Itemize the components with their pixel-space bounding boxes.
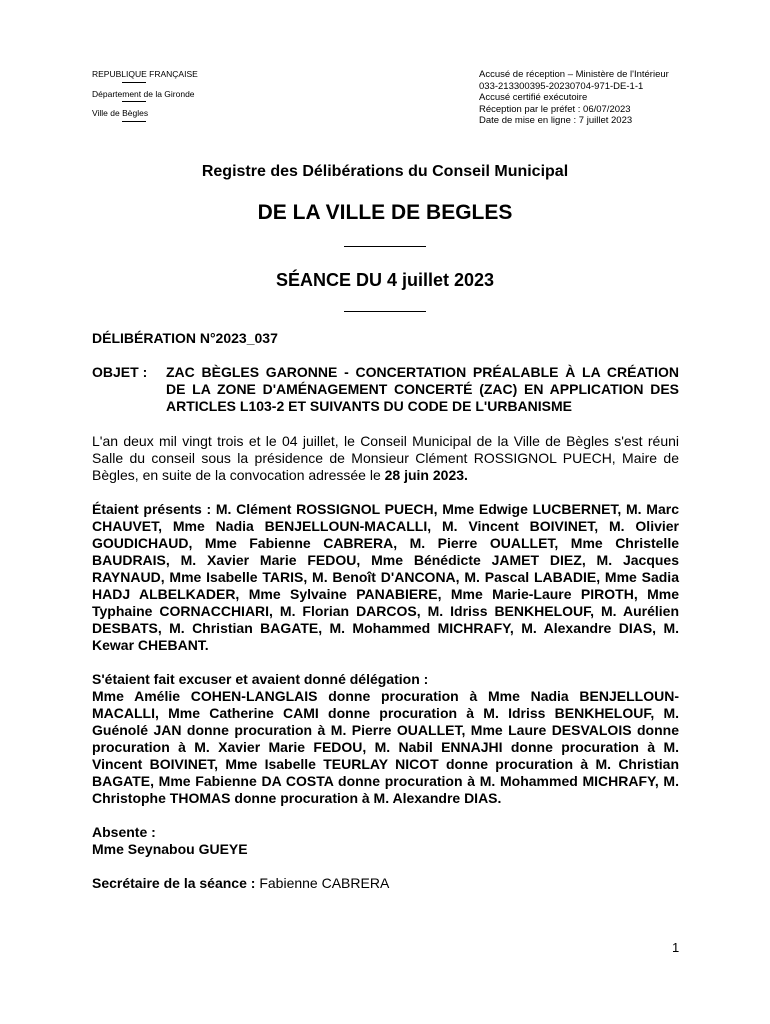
page-number: 1 [672, 940, 680, 955]
absente-paragraph [92, 824, 679, 858]
accuse-numero: 033-213300395-20230704-971-DE-1-1 [479, 80, 644, 92]
secretaire-label: Secrétaire de la séance : [92, 875, 256, 891]
header-departement: Département de la Gironde [92, 88, 195, 99]
objet-text: ZAC BÈGLES GARONNE - CONCERTATION PRÉALABLE À LA CRÉATION DE LA ZONE D'AMÉNAGEMENT CONCERTÉ (ZAC) EN APPLICATION DES ARTICLES L103-2 ET SUIVANTS DU CODE DE L'URBANISME [166, 364, 679, 414]
header-separator [122, 121, 146, 122]
accuse-reception: Accusé de réception – Ministère de l'Intérieur [479, 69, 669, 80]
excuses-heading: S'étaient fait excuser et avaient donné délégation : [92, 671, 429, 687]
objet-block [92, 364, 679, 415]
header-left [92, 68, 222, 127]
header-separator [122, 82, 146, 83]
ville-title: DE LA VILLE DE BEGLES [257, 201, 513, 224]
absente-label: Absente : [92, 824, 156, 840]
header-republique: REPUBLIQUE FRANÇAISE [92, 69, 198, 79]
header-ville: Ville de Bègles [92, 108, 149, 118]
seance-title: SÉANCE DU 4 juillet 2023 [275, 270, 495, 290]
secretaire-name: Fabienne CABRERA [259, 875, 390, 891]
header-right [479, 69, 749, 127]
excuses-text: Mme Amélie COHEN-LANGLAIS donne procuration à Mme Nadia BENJELLOUN-MACALLI, Mme Catherine CAMI donne procuration à M. Idriss BENKHELOUF, M. Guénolé JAN donne procuration à M. Pierre OUALLET, Mme Laure DESVALOIS donne procuration à M. Xavier Marie FEDOU, M. Nabil ENNAJHI donne procuration à M. Vincent BOIVINET, Mme Isabelle TEURLAY NICOT donne procuration à M. Christian BAGATE, Mme Fabienne DA COSTA donne procuration à M. Mohammed MICHRAFY, M. Christophe THOMAS donne procuration à M. Alexandre DIAS. [92, 688, 679, 806]
intro-text: L'an deux mil vingt trois et le 04 juillet, le Conseil Municipal de la Ville de Bègles s'est réuni Salle du conseil sous la présidence de Monsieur Clément ROSSIGNOL PUECH, Maire de Bègles, en suite de la convocation adressée le [92, 433, 679, 483]
presents-paragraph: Étaient présents : M. Clément ROSSIGNOL PUECH, Mme Edwige LUCBERNET, M. Marc CHAUVET, Mme Nadia BENJELLOUN-MACALLI, M. Vincent BOIVINET, M. Olivier GOUDICHAUD, Mme Fabienne CABRERA, M. Pierre OUALLET, Mme Christelle BAUDRAIS, M. Xavier Marie FEDOU, Mme Bénédicte JAMET DIEZ, M. Jacques RAYNAUD, Mme Isabelle TARIS, M. Benoît D'ANCONA, M. Pascal LABADIE, Mme Sadia HADJ ALBELKADER, Mme Sylvaine PANABIERE, Mme Marie-Laure PIROTH, Mme Typhaine CORNACCHIARI, M. Florian DARCOS, M. Idriss BENKHELOUF, M. Aurélien DESBATS, M. Christian BAGATE, M. Mohammed MICHRAFY, M. Alexandre DIAS, M. Kewar CHEBANT. [92, 501, 679, 653]
convocation-date: 28 juin 2023. [384, 467, 468, 483]
accuse-certifie: Accusé certifié exécutoire [479, 92, 588, 103]
document-body [92, 330, 679, 909]
registre-title: Registre des Délibérations du Conseil Municipal [201, 163, 569, 180]
absente-name: Mme Seynabou GUEYE [92, 841, 248, 857]
intro-paragraph [92, 433, 679, 484]
date-mise-en-ligne: Date de mise en ligne : 7 juillet 2023 [479, 115, 633, 126]
excuses-paragraph [92, 671, 679, 807]
deliberation-number: DÉLIBÉRATION N°2023_037 [92, 330, 278, 346]
objet-label: OBJET : [92, 364, 148, 380]
secretaire-paragraph [92, 875, 679, 892]
title-rule [344, 246, 426, 247]
title-rule [344, 311, 426, 312]
header-separator [122, 101, 146, 102]
reception-prefet: Réception par le préfet : 06/07/2023 [479, 103, 631, 115]
